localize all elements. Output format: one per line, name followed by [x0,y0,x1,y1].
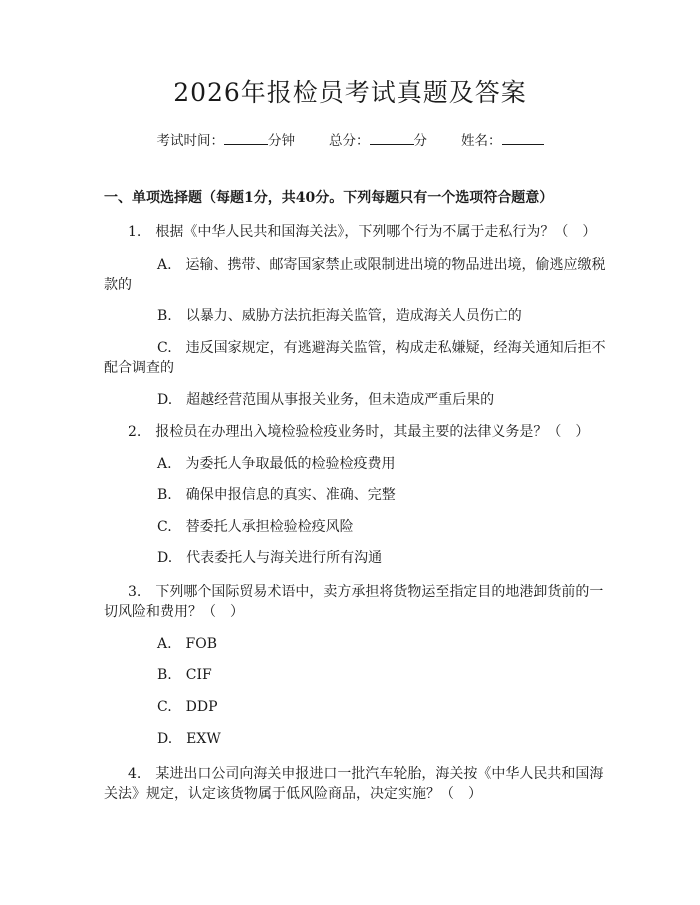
question-1-option-a-cont: 款的 [104,277,132,293]
exam-info-line [0,130,700,152]
exam-time-field [157,130,296,152]
question-1-option-c-cont: 配合调查的 [104,360,174,376]
total-score-label: 总分： [329,133,370,149]
section-heading: 一、单项选择题（每题1分，共40分。下列每题只有一个选项符合题意） [104,190,554,206]
question-1-option-b: B. 以暴力、威胁方法抗拒海关监管，造成海关人员伤亡的 [157,308,522,324]
question-4-text-cont: 关法》规定，认定该货物属于低风险商品，决定实施？（ ） [104,786,482,802]
question-1-option-c: C. 违反国家规定，有逃避海关监管，构成走私嫌疑，经海关通知后拒不 [157,340,606,356]
question-2-option-b: B. 确保申报信息的真实、准确、完整 [157,487,396,503]
question-2-option-d: D. 代表委托人与海关进行所有沟通 [157,550,383,566]
total-score-field [329,130,427,152]
exam-time-label: 考试时间： [156,133,224,149]
page-title: 2026年报检员考试真题及答案 [173,78,527,107]
name-label: 姓名： [461,133,502,149]
name-field [461,130,544,152]
name-blank [502,130,544,145]
question-4-text: 4. 某进出口公司向海关申报进口一批汽车轮胎，海关按《中华人民共和国海 [128,766,604,782]
question-1-option-d: D. 超越经营范围从事报关业务，但未造成严重后果的 [157,392,495,408]
question-2-text: 2. 报检员在办理出入境检验检疫业务时，其最主要的法律义务是？（ ） [128,424,590,440]
question-3-option-d: D. EXW [157,731,221,747]
question-1-option-a: A. 运输、携带、邮寄国家禁止或限制进出境的物品进出境，偷逃应缴税 [157,257,606,273]
exam-time-blank [224,130,268,145]
total-score-unit: 分 [413,133,427,149]
question-3-option-c: C. DDP [157,699,218,715]
question-2-option-c: C. 替委托人承担检验检疫风险 [157,519,354,535]
question-3-option-a: A. FOB [157,636,218,652]
total-score-blank [370,130,414,145]
question-3-text: 3. 下列哪个国际贸易术语中，卖方承担将货物运至指定目的地港卸货前的一 [128,584,604,600]
question-1-text: 1. 根据《中华人民共和国海关法》，下列哪个行为不属于走私行为？（ ） [128,224,597,240]
question-3-option-b: B. CIF [157,667,212,683]
question-3-text-cont: 切风险和费用？（ ） [104,604,244,620]
question-2-option-a: A. 为委托人争取最低的检验检疫费用 [157,456,396,472]
exam-time-unit: 分钟 [268,133,295,149]
